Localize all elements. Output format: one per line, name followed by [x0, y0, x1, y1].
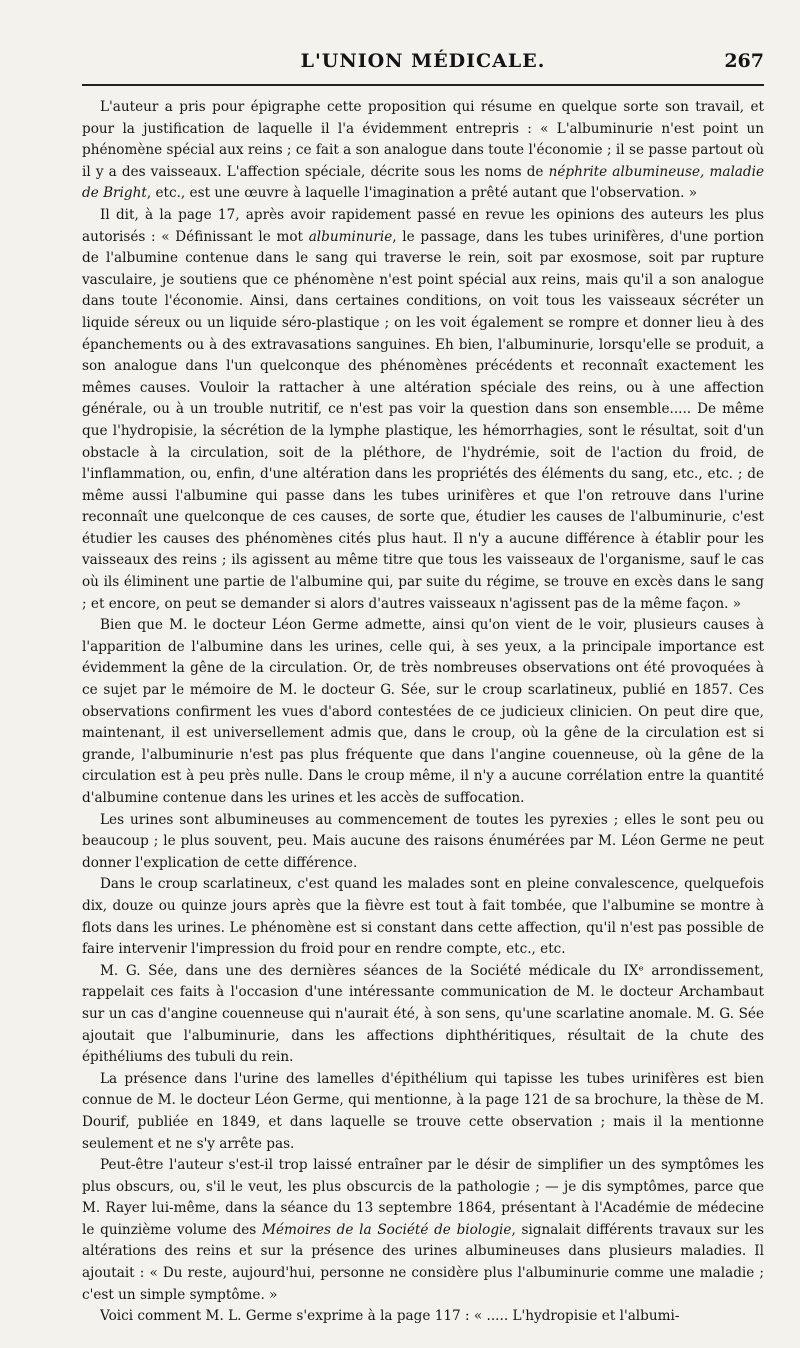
paragraph-text: , etc., est une œuvre à laquelle l'imagination a prêté autant que l'observation. » — [146, 185, 698, 202]
paragraph-text: Il dit, à la page 17, après avoir rapidement passé en revue les opinions des auteurs les plus autorisés : « Définissant le mot — [82, 206, 764, 245]
paragraph-text: , le passage, dans les tubes urinifères, d'une portion de l'albumine contenue dans le sang qui traverse le rein, soit par exosmose, soit par rupture vasculaire, je soutiens que ce phénomène n'est point spécial aux reins, mais qu'il a son analogue dans toute l'économie. Ainsi, dans certaines conditions, on voit tous les vaisseaux sécréter un liquide séreux ou un liquide séro-plastique ; on les voit également se rompre et donner lieu à des épanchements ou à des extravasations sanguines. Eh bien, l'albuminurie, lorsqu'elle se produit, a son analogue dans l'un quelconque des phénomènes précédents et reconnaît exactement les mêmes causes. Vouloir la rattacher à une altération spéciale des reins, ou à une affection générale, ou à un trouble nutritif, ce n'est pas voir la question dans son ensemble..... De même que l'hydropisie, la sécrétion de la lymphe plastique, les hémorrhagies, sont le résultat, soit d'un obstacle à la circulation, soit de la pléthore, de l'hydrémie, soit de l'action du froid, de l'inflammation, ou, enfin, d'une altération dans les propriétés des éléments du sang, etc., etc. ; de même aussi l'albumine qui passe dans les tubes urinifères et que l'on retrouve dans l'urine reconnaît une quelconque de ces causes, de sorte que, étudier les causes de l'albuminurie, c'est étudier les causes des phénomènes cités plus haut. Il n'y a aucune différence à établir pour les vaisseaux des reins ; ils agissent au même titre que tous les vaisseaux de l'organisme, sauf le cas où ils éliminent une partie de l'albumine qui, par suite du régime, se trouve en excès dans le sang ; et encore, on peut se demander si alors d'autres vaisseaux n'agissent pas de la même façon. » — [82, 228, 764, 612]
paragraph-text: Bien que M. le docteur Léon Germe admette, ainsi qu'on vient de le voir, plusieurs causes à l'apparition de l'albumine dans les urines, celle qui, à ses yeux, a la principale importance est évidemment la gêne de la circulation. Or, de très nombreuses observations ont été provoquées à ce sujet par le mémoire de M. le docteur G. Sée, sur le croup scarlatineux, publié en 1857. Ces observations confirment les vues d'abord contestées de ce judicieux clinicien. On peut dire que, maintenant, il est universellement admis que, dans le croup, où la gêne de la circulation est si grande, l'albuminurie n'est pas plus fréquente que dans l'angine couenneuse, où la gêne de la circulation est à peu près nulle. Dans le croup même, il n'y a aucune corrélation entre la quantité d'albumine contenue dans les urines et les accès de suffocation. — [82, 617, 764, 806]
paragraph-text: , signalait différents travaux sur les altérations des reins et sur la présence des urines albumineuses dans plusieurs maladies. Il ajoutait : « Du reste, aujourd'hui, personne ne considère plus l'albuminurie comme une maladie ; c'est un simple symptôme. » — [82, 1221, 764, 1303]
paragraph-3 — [82, 615, 764, 809]
paragraph-text: La présence dans l'urine des lamelles d'épithélium qui tapisse les tubes urinifères est bien connue de M. le docteur Léon Germe, qui mentionne, à la page 121 de sa brochure, la thèse de M. Dourif, publiée en 1849, et dans laquelle se trouve cette observation ; mais il la mentionne seulement et ne s'y arrête pas. — [82, 1070, 764, 1152]
running-title: L'UNION MÉDICALE. — [300, 50, 546, 72]
paragraph-text: L'auteur a pris pour épigraphe cette proposition qui résume en quelque sorte son travail, et pour la justification de laquelle il l'a évidemment entrepris : « L'albuminurie n'est point un phénomène spécial aux reins ; ce fait a son analogue dans toute l'économie ; il se passe partout où il y a des vaisseaux. L'affection spéciale, décrite sous les noms de — [82, 99, 764, 180]
body-text — [82, 97, 764, 1328]
page-number: 267 — [724, 50, 764, 72]
paragraph-7 — [82, 1069, 764, 1155]
italic-title: Mémoires de la Société de biologie — [262, 1221, 512, 1238]
paragraph-2 — [82, 205, 764, 615]
paragraph-8 — [82, 1155, 764, 1306]
italic-term: albuminurie — [308, 228, 393, 245]
paragraph-text: Peut-être l'auteur s'est-il trop laissé entraîner par le désir de simplifier un des symptômes les plus obscurs, ou, s'il le veut, les plus obscurcis de la pathologie ; — je dis symptômes, parce que M. Rayer lui-même, dans la séance du 13 septembre 1864, présentant à l'Académie de médecine le quinzième volume des — [82, 1157, 764, 1238]
italic-term: néphrite albumineuse, maladie de Bright — [82, 163, 764, 202]
paragraph-text: M. G. Sée, dans une des dernières séances de la Société médicale du IXᵉ arrondissement, rappelait ces faits à l'occasion d'une intéressante communication de M. le docteur Archambaut sur un cas d'angine couenneuse qui n'aurait été, à son sens, qu'une scarlatine anomale. M. G. Sée ajoutait que l'albuminurie, dans les affections diphthéritiques, résultait de la chute des épithéliums des tubuli du rein. — [82, 962, 764, 1066]
header-rule — [82, 84, 764, 86]
paragraph-text: Voici comment M. L. Germe s'exprime à la page 117 : « ..... L'hydropisie et l'albumi- — [100, 1308, 680, 1325]
paragraph-9 — [82, 1306, 764, 1328]
paragraph-1 — [82, 97, 764, 205]
page-header — [82, 50, 764, 80]
paragraph-5 — [82, 874, 764, 960]
paragraph-text: Les urines sont albumineuses au commencement de toutes les pyrexies ; elles le sont peu ou beaucoup ; le plus souvent, peu. Mais aucune des raisons énumérées par M. Léon Germe ne peut donner l'explication de cette différence. — [82, 811, 764, 871]
paragraph-text: Dans le croup scarlatineux, c'est quand les malades sont en pleine convalescence, quelquefois dix, douze ou quinze jours après que la fièvre est tout à fait tombée, que l'albumine se montre à flots dans les urines. Le phénomène est si constant dans cette affection, qu'il n'est pas possible de faire intervenir l'impression du froid pour en rendre compte, etc., etc. — [82, 876, 764, 958]
paragraph-6 — [82, 961, 764, 1069]
paragraph-4 — [82, 810, 764, 875]
